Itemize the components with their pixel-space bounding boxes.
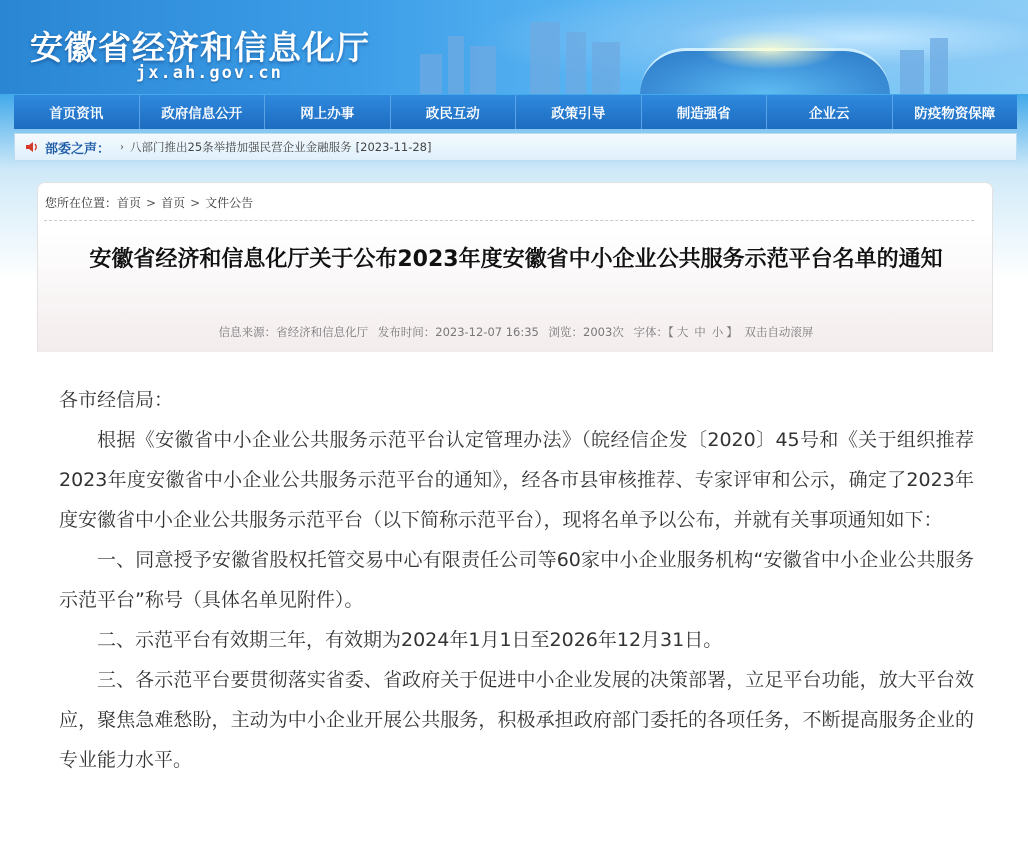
nav-item-manufacturing[interactable]: 制造强省: [642, 95, 768, 129]
font-bracket-open: 【: [667, 325, 674, 339]
font-bracket-close: 】: [726, 325, 738, 339]
speaker-icon: [25, 140, 39, 154]
article-meta: [38, 324, 994, 340]
banner-building: [930, 38, 948, 94]
meta-font-label: 字体：: [633, 325, 668, 339]
banner-building: [448, 36, 464, 94]
breadcrumb-separator: >: [190, 196, 201, 210]
site-banner: [0, 0, 1028, 94]
site-title[interactable]: 安徽省经济和信息化厅: [30, 28, 370, 67]
salutation: 各市经信局：: [59, 389, 174, 411]
breadcrumb-separator: >: [146, 196, 157, 210]
font-size-medium-button[interactable]: 中: [694, 325, 706, 339]
nav-item-interaction[interactable]: 政民互动: [391, 95, 517, 129]
notice-headline-link[interactable]: 八部门推出25条举措加强民营企业金融服务: [130, 140, 352, 154]
meta-views: 浏览：2003次: [548, 325, 624, 339]
paragraph: 一、同意授予安徽省股权托管交易中心有限责任公司等60家中小企业服务机构“安徽省中小企业公共服务示范平台”称号（具体名单见附件）。: [59, 549, 974, 611]
banner-building: [592, 42, 620, 94]
meta-source: 信息来源：省经济和信息化厅: [218, 325, 369, 339]
font-size-small-button[interactable]: 小: [711, 325, 724, 339]
banner-glow: [700, 30, 840, 70]
paragraph: 根据《安徽省中小企业公共服务示范平台认定管理办法》（皖经信企发〔2020〕45号和《关于组织推荐2023年度安徽省中小企业公共服务示范平台的通知》，经各市县审核推荐、专家评审和公示，确定了2023年度安徽省中小企业公共服务示范平台（以下简称示范平台），现将名单予以公布，并就有关事项通知如下：: [59, 429, 974, 531]
notice-label: 部委之声：: [45, 141, 111, 157]
paragraph: 二、示范平台有效期三年，有效期为2024年1月1日至2026年12月31日。: [97, 629, 723, 651]
notice-bar: [14, 133, 1017, 161]
banner-building: [470, 46, 496, 94]
breadcrumb: [45, 194, 253, 211]
article-body: [59, 380, 974, 780]
article-title: 安徽省经济和信息化厅关于公布2023年度安徽省中小企业公共服务示范平台名单的通知: [89, 247, 943, 272]
nav-item-epidemic-supplies[interactable]: 防疫物资保障: [893, 95, 1018, 129]
banner-building: [420, 54, 442, 94]
breadcrumb-item-home[interactable]: 首页: [117, 196, 142, 210]
meta-time: 发布时间：2023-12-07 16:35: [377, 325, 539, 339]
divider: [44, 220, 974, 221]
breadcrumb-prefix: 您所在位置：: [45, 196, 118, 210]
font-size-large-button[interactable]: 大: [676, 325, 689, 339]
nav-item-home-news[interactable]: 首页资讯: [14, 95, 140, 129]
nav-item-gov-info[interactable]: 政府信息公开: [140, 95, 266, 129]
auto-scroll-hint: 双击自动滚屏: [744, 325, 814, 339]
nav-item-policy[interactable]: 政策引导: [516, 95, 642, 129]
nav-item-online-service[interactable]: 网上办事: [265, 95, 391, 129]
paragraph: 三、各示范平台要贯彻落实省委、省政府关于促进中小企业发展的决策部署，立足平台功能，放大平台效应，聚焦急难愁盼，主动为中小企业开展公共服务，积极承担政府部门委托的各项任务，不断提高服务企业的专业能力水平。: [59, 669, 974, 771]
chevron-right-icon: ›: [120, 141, 125, 153]
nav-item-enterprise-cloud[interactable]: 企业云: [767, 95, 893, 129]
article-header-panel: [37, 182, 993, 352]
breadcrumb-item-home-2[interactable]: 首页: [161, 196, 186, 210]
notice-date: [2023-11-28]: [355, 140, 432, 154]
site-domain: jx.ah.gov.cn: [136, 63, 283, 83]
main-nav: [14, 95, 1017, 129]
banner-building: [566, 32, 586, 94]
banner-building: [530, 22, 560, 94]
banner-building: [900, 50, 924, 94]
breadcrumb-item-announcements[interactable]: 文件公告: [205, 196, 254, 210]
